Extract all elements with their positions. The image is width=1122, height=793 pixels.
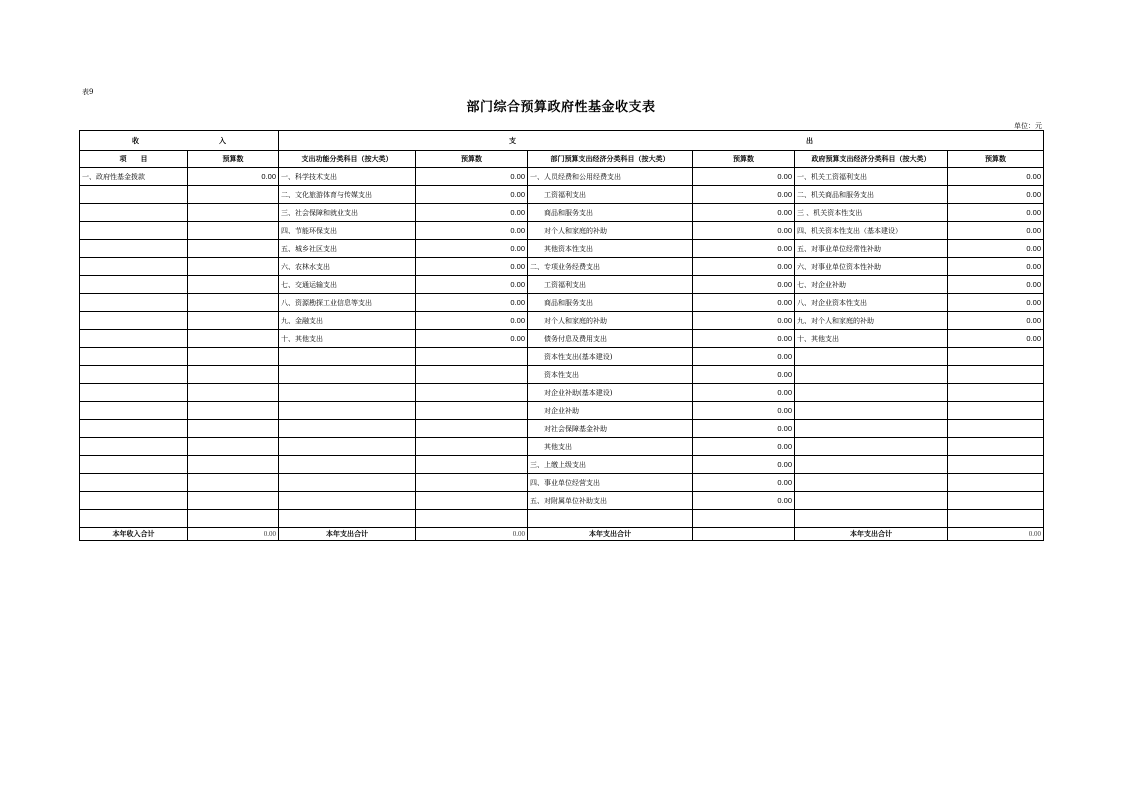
- function-amount-cell: 0.00: [416, 294, 528, 312]
- table-row: [80, 420, 1044, 438]
- function-class-cell: 十、其他支出: [279, 330, 416, 348]
- income-item-cell: [80, 438, 188, 456]
- total-label-2: 本年支出合计: [279, 528, 416, 541]
- dept-econ-class-cell: 资本性支出(基本建设): [528, 348, 693, 366]
- income-amount-cell: [188, 456, 279, 474]
- function-class-cell: 二、文化旅游体育与传媒支出: [279, 186, 416, 204]
- dept-econ-amount-cell: 0.00: [693, 330, 795, 348]
- function-amount-cell: 0.00: [416, 204, 528, 222]
- gov-econ-class-cell: [795, 384, 948, 402]
- gov-econ-class-cell: 二、机关商品和服务支出: [795, 186, 948, 204]
- table-row: [80, 366, 1044, 384]
- gov-econ-amount-cell: [948, 474, 1044, 492]
- dept-econ-class-cell: 二、专项业务经费支出: [528, 258, 693, 276]
- function-amount-cell: [416, 456, 528, 474]
- function-class-cell: 六、农林水支出: [279, 258, 416, 276]
- income-item-cell: [80, 312, 188, 330]
- gov-econ-class-cell: 六、对事业单位资本性补助: [795, 258, 948, 276]
- income-header: [80, 131, 279, 151]
- income-item-cell: [80, 474, 188, 492]
- gov-econ-amount-cell: [948, 348, 1044, 366]
- income-item-cell: [80, 492, 188, 510]
- expense-char-1: 支: [509, 136, 516, 145]
- function-amount-cell: 0.00: [416, 330, 528, 348]
- total-label-3: 本年支出合计: [528, 528, 693, 541]
- function-class-cell: 三、社会保障和就业支出: [279, 204, 416, 222]
- income-item-cell: [80, 276, 188, 294]
- income-item-cell: [80, 330, 188, 348]
- income-amount-cell: 0.00: [188, 168, 279, 186]
- function-amount-cell: 0.00: [416, 312, 528, 330]
- gov-econ-class-cell: 十、其他支出: [795, 330, 948, 348]
- dept-econ-class-cell: 商品和服务支出: [528, 204, 693, 222]
- gov-econ-class-cell: [795, 456, 948, 474]
- unit-label: 单位：元: [1014, 122, 1042, 130]
- dept-econ-class-cell: 三、上缴上级支出: [528, 456, 693, 474]
- gov-econ-amount-cell: [948, 384, 1044, 402]
- table-id: 表9: [82, 88, 94, 96]
- table-row: [80, 330, 1044, 348]
- gov-econ-amount-cell: 0.00: [948, 330, 1044, 348]
- dept-econ-class-cell: 对企业补助: [528, 402, 693, 420]
- function-amount-cell: 0.00: [416, 240, 528, 258]
- function-amount-cell: [416, 510, 528, 528]
- function-amount-cell: [416, 348, 528, 366]
- income-amount-cell: [188, 276, 279, 294]
- income-item-cell: [80, 186, 188, 204]
- function-amount-cell: [416, 420, 528, 438]
- table-row: [80, 456, 1044, 474]
- gov-econ-amount-cell: [948, 438, 1044, 456]
- gov-econ-class-cell: 四、机关资本性支出（基本建设）: [795, 222, 948, 240]
- gov-econ-amount-cell: [948, 510, 1044, 528]
- col-header-function-class: 支出功能分类科目（按大类）: [279, 151, 416, 168]
- table-row: [80, 276, 1044, 294]
- dept-econ-amount-cell: 0.00: [693, 456, 795, 474]
- income-amount-cell: [188, 240, 279, 258]
- gov-econ-class-cell: 八、对企业资本性支出: [795, 294, 948, 312]
- total-amount-1: 0.00: [188, 528, 279, 541]
- gov-econ-amount-cell: [948, 420, 1044, 438]
- income-amount-cell: [188, 420, 279, 438]
- budget-table: [79, 130, 1044, 541]
- gov-econ-amount-cell: 0.00: [948, 276, 1044, 294]
- expense-char-2: 出: [806, 136, 813, 145]
- function-amount-cell: 0.00: [416, 222, 528, 240]
- dept-econ-amount-cell: 0.00: [693, 168, 795, 186]
- gov-econ-amount-cell: 0.00: [948, 312, 1044, 330]
- income-item-cell: [80, 348, 188, 366]
- dept-econ-amount-cell: [693, 510, 795, 528]
- dept-econ-amount-cell: 0.00: [693, 492, 795, 510]
- header-row-1: [80, 131, 1044, 151]
- dept-econ-class-cell: 五、对附属单位补助支出: [528, 492, 693, 510]
- function-class-cell: [279, 348, 416, 366]
- function-class-cell: [279, 438, 416, 456]
- gov-econ-class-cell: 三 、机关资本性支出: [795, 204, 948, 222]
- dept-econ-amount-cell: 0.00: [693, 312, 795, 330]
- gov-econ-class-cell: [795, 438, 948, 456]
- function-class-cell: [279, 492, 416, 510]
- income-amount-cell: [188, 258, 279, 276]
- page-title: 部门综合预算政府性基金收支表: [466, 100, 656, 115]
- income-char-1: 收: [132, 136, 139, 145]
- col-header-budget-1: 预算数: [188, 151, 279, 168]
- total-label-4: 本年支出合计: [795, 528, 948, 541]
- dept-econ-class-cell: 四、事业单位经营支出: [528, 474, 693, 492]
- income-amount-cell: [188, 186, 279, 204]
- gov-econ-class-cell: [795, 402, 948, 420]
- dept-econ-amount-cell: 0.00: [693, 438, 795, 456]
- dept-econ-class-cell: 其他支出: [528, 438, 693, 456]
- function-amount-cell: 0.00: [416, 258, 528, 276]
- col-header-budget-2: 预算数: [416, 151, 528, 168]
- income-amount-cell: [188, 474, 279, 492]
- income-item-cell: [80, 420, 188, 438]
- gov-econ-amount-cell: 0.00: [948, 186, 1044, 204]
- gov-econ-class-cell: [795, 474, 948, 492]
- dept-econ-class-cell: 工资福利支出: [528, 186, 693, 204]
- function-class-cell: [279, 456, 416, 474]
- table-row: [80, 402, 1044, 420]
- income-amount-cell: [188, 312, 279, 330]
- table-row: [80, 312, 1044, 330]
- dept-econ-amount-cell: 0.00: [693, 384, 795, 402]
- function-amount-cell: 0.00: [416, 168, 528, 186]
- function-class-cell: [279, 366, 416, 384]
- income-item-cell: [80, 294, 188, 312]
- income-item-cell: [80, 222, 188, 240]
- income-amount-cell: [188, 366, 279, 384]
- function-amount-cell: 0.00: [416, 276, 528, 294]
- col-header-gov-econ-class: 政府预算支出经济分类科目（按大类）: [795, 151, 948, 168]
- dept-econ-class-cell: 其他资本性支出: [528, 240, 693, 258]
- dept-econ-class-cell: 一、人员经费和公用经费支出: [528, 168, 693, 186]
- function-class-cell: [279, 384, 416, 402]
- gov-econ-class-cell: 五、对事业单位经常性补助: [795, 240, 948, 258]
- income-amount-cell: [188, 492, 279, 510]
- function-class-cell: [279, 420, 416, 438]
- table-row: [80, 186, 1044, 204]
- total-amount-2: 0.00: [416, 528, 528, 541]
- income-item-cell: [80, 258, 188, 276]
- function-amount-cell: 0.00: [416, 186, 528, 204]
- gov-econ-class-cell: 一、机关工资福利支出: [795, 168, 948, 186]
- income-amount-cell: [188, 330, 279, 348]
- dept-econ-amount-cell: 0.00: [693, 420, 795, 438]
- gov-econ-amount-cell: 0.00: [948, 204, 1044, 222]
- dept-econ-amount-cell: 0.00: [693, 402, 795, 420]
- gov-econ-class-cell: [795, 510, 948, 528]
- dept-econ-class-cell: 资本性支出: [528, 366, 693, 384]
- gov-econ-amount-cell: 0.00: [948, 294, 1044, 312]
- income-amount-cell: [188, 204, 279, 222]
- gov-econ-class-cell: 九、对个人和家庭的补助: [795, 312, 948, 330]
- function-amount-cell: [416, 474, 528, 492]
- total-amount-4: 0.00: [948, 528, 1044, 541]
- table-row: [80, 204, 1044, 222]
- gov-econ-amount-cell: 0.00: [948, 240, 1044, 258]
- table-row: [80, 348, 1044, 366]
- dept-econ-amount-cell: 0.00: [693, 240, 795, 258]
- function-class-cell: 八、资源勘探工业信息等支出: [279, 294, 416, 312]
- table-row: [80, 438, 1044, 456]
- dept-econ-class-cell: 债务付息及费用支出: [528, 330, 693, 348]
- function-amount-cell: [416, 438, 528, 456]
- gov-econ-amount-cell: [948, 492, 1044, 510]
- function-amount-cell: [416, 366, 528, 384]
- income-char-2: 入: [219, 136, 226, 145]
- income-item-cell: [80, 510, 188, 528]
- function-class-cell: [279, 402, 416, 420]
- function-amount-cell: [416, 384, 528, 402]
- income-item-cell: [80, 366, 188, 384]
- income-amount-cell: [188, 294, 279, 312]
- gov-econ-amount-cell: [948, 366, 1044, 384]
- header-row-2: [80, 151, 1044, 168]
- table-row: [80, 492, 1044, 510]
- gov-econ-amount-cell: 0.00: [948, 222, 1044, 240]
- dept-econ-amount-cell: 0.00: [693, 366, 795, 384]
- total-label-1: 本年收入合计: [80, 528, 188, 541]
- dept-econ-amount-cell: 0.00: [693, 294, 795, 312]
- gov-econ-amount-cell: 0.00: [948, 258, 1044, 276]
- income-item-cell: [80, 402, 188, 420]
- income-item-cell: [80, 456, 188, 474]
- income-amount-cell: [188, 402, 279, 420]
- dept-econ-amount-cell: 0.00: [693, 204, 795, 222]
- function-class-cell: 一、科学技术支出: [279, 168, 416, 186]
- gov-econ-amount-cell: 0.00: [948, 168, 1044, 186]
- gov-econ-amount-cell: [948, 456, 1044, 474]
- dept-econ-class-cell: 对社会保障基金补助: [528, 420, 693, 438]
- table-row: [80, 294, 1044, 312]
- function-class-cell: 七、交通运输支出: [279, 276, 416, 294]
- table-row: [80, 258, 1044, 276]
- dept-econ-amount-cell: 0.00: [693, 348, 795, 366]
- income-amount-cell: [188, 222, 279, 240]
- dept-econ-class-cell: 对个人和家庭的补助: [528, 222, 693, 240]
- income-amount-cell: [188, 438, 279, 456]
- gov-econ-class-cell: [795, 420, 948, 438]
- gov-econ-class-cell: 七、对企业补助: [795, 276, 948, 294]
- table-row: [80, 474, 1044, 492]
- gov-econ-class-cell: [795, 366, 948, 384]
- totals-row: [80, 528, 1044, 541]
- dept-econ-amount-cell: 0.00: [693, 474, 795, 492]
- table-row: [80, 222, 1044, 240]
- dept-econ-class-cell: 对个人和家庭的补助: [528, 312, 693, 330]
- gov-econ-class-cell: [795, 492, 948, 510]
- dept-econ-amount-cell: 0.00: [693, 258, 795, 276]
- function-class-cell: 四、节能环保支出: [279, 222, 416, 240]
- dept-econ-class-cell: [528, 510, 693, 528]
- income-item-cell: [80, 384, 188, 402]
- table-row: [80, 168, 1044, 186]
- function-class-cell: [279, 474, 416, 492]
- income-item-cell: [80, 240, 188, 258]
- expense-header: [279, 131, 1044, 151]
- table-row: [80, 510, 1044, 528]
- col-header-budget-3: 预算数: [693, 151, 795, 168]
- function-amount-cell: [416, 492, 528, 510]
- gov-econ-amount-cell: [948, 402, 1044, 420]
- gov-econ-class-cell: [795, 348, 948, 366]
- total-amount-3: [693, 528, 795, 541]
- col-header-budget-4: 预算数: [948, 151, 1044, 168]
- income-amount-cell: [188, 510, 279, 528]
- dept-econ-class-cell: 工资福利支出: [528, 276, 693, 294]
- col-header-dept-econ-class: 部门预算支出经济分类科目（按大类）: [528, 151, 693, 168]
- income-item-cell: [80, 204, 188, 222]
- table-row: [80, 384, 1044, 402]
- dept-econ-amount-cell: 0.00: [693, 186, 795, 204]
- table-row: [80, 240, 1044, 258]
- function-class-cell: 九、金融支出: [279, 312, 416, 330]
- income-amount-cell: [188, 348, 279, 366]
- function-amount-cell: [416, 402, 528, 420]
- function-class-cell: 五、城乡社区支出: [279, 240, 416, 258]
- function-class-cell: [279, 510, 416, 528]
- col-header-item: 项 目: [80, 151, 188, 168]
- dept-econ-class-cell: 对企业补助(基本建设): [528, 384, 693, 402]
- dept-econ-amount-cell: 0.00: [693, 276, 795, 294]
- income-item-cell: 一、政府性基金拨款: [80, 168, 188, 186]
- dept-econ-amount-cell: 0.00: [693, 222, 795, 240]
- income-amount-cell: [188, 384, 279, 402]
- dept-econ-class-cell: 商品和服务支出: [528, 294, 693, 312]
